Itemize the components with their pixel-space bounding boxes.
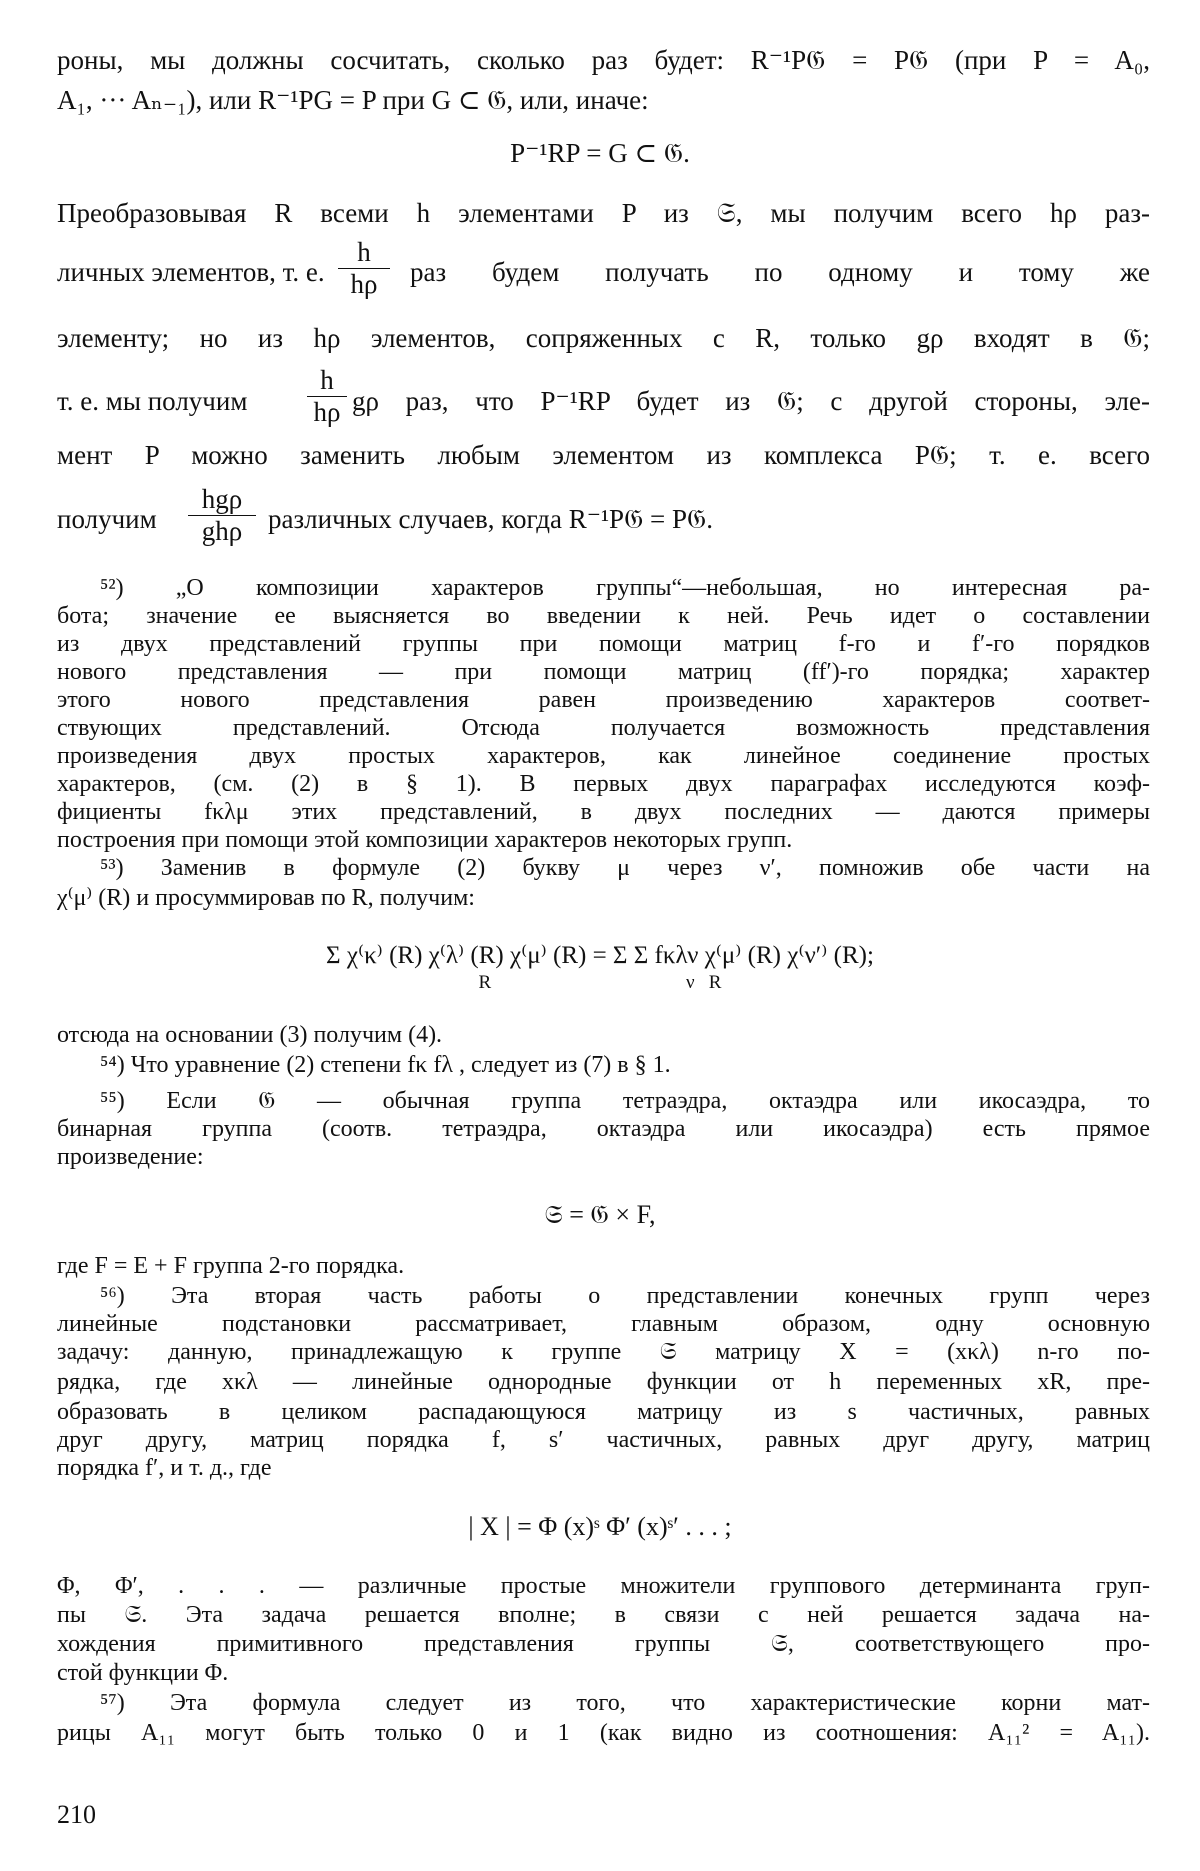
note-line: характеров, (см. (2) в § 1). В первых двух параграфах исследуются коэф- [57, 771, 1150, 797]
main-line-7b: gρ раз, что P⁻¹RP будет из 𝔊; с другой стороны, эле- [352, 386, 1150, 416]
main-line-2: A₁, ··· Aₙ₋₁), или R⁻¹PG = P при G ⊂ 𝔊, или, иначе: [57, 85, 649, 115]
fraction-numerator: h [307, 365, 347, 397]
fraction-numerator: hgρ [188, 484, 256, 516]
note-line: бота; значение ее выясняется во введении к ней. Речь идет о составлении [57, 603, 1150, 629]
note-55-line-1: ⁵⁵) Если 𝔊 — обычная группа тетраэдра, октаэдра или икосаэдра, то [100, 1088, 1150, 1114]
display-formula-product: 𝔖 = 𝔊 × F, [544, 1200, 656, 1229]
note-line: Φ, Φ′, . . . — различные простые множители группового детерминанта груп- [57, 1573, 1150, 1599]
note-line: χ⁽μ⁾ (R) и просуммировав по R, получим: [57, 885, 475, 911]
display-formula-conjugate: P⁻¹RP = G ⊂ 𝔊. [510, 138, 690, 168]
main-line-4: Преобразовывая R всеми h элементами P из 𝔖, мы получим всего hρ раз- [57, 198, 1150, 228]
main-line-5b: раз будем получать по одному и тому же [410, 257, 1150, 287]
note-line: рядка, где xκλ — линейные однородные функции от h переменных xR, пре- [57, 1369, 1150, 1395]
note-line: рицы A₁₁ могут быть только 0 и 1 (как видно из соотношения: A₁₁² = A₁₁). [57, 1720, 1150, 1746]
note-line: произведение: [57, 1144, 204, 1170]
fraction-denominator: hρ [350, 269, 378, 299]
note-line: этого нового представления равен произведению характеров соответ- [57, 687, 1150, 713]
note-line: ствующих представлений. Отсюда получается возможность представления [57, 715, 1150, 741]
display-formula-sum: Σ χ⁽κ⁾ (R) χ⁽λ⁾ (R) χ⁽μ⁾ (R) = Σ Σ fκλν χ⁽μ⁾ (R) χ⁽ν′⁾ (R); [326, 942, 874, 969]
fraction-h-over-hrho [338, 237, 390, 300]
note-line: порядка f′, и т. д., где [57, 1455, 272, 1481]
note-57-line-1: ⁵⁷) Эта формула следует из того, что характеристические корни мат- [100, 1690, 1150, 1716]
fraction-hg-over-gh [188, 484, 256, 547]
note-line: произведения двух простых характеров, как линейное соединение простых [57, 743, 1150, 769]
note-52-line-1: ⁵²) „О композиции характеров группы“—небольшая, но интересная ра- [100, 575, 1150, 601]
note-line: образовать в целиком распадающуюся матрицу из s частичных, равных [57, 1399, 1150, 1425]
fraction-numerator: h [338, 237, 390, 269]
main-line-9b: различных случаев, когда R⁻¹P𝔊 = P𝔊. [268, 504, 713, 534]
page-number: 210 [57, 1800, 96, 1829]
note-line: где F = E + F группа 2-го порядка. [57, 1253, 405, 1279]
note-line: хождения примитивного представления группы 𝔖, соответствующего про- [57, 1631, 1150, 1657]
note-54: ⁵⁴) Что уравнение (2) степени fκ fλ , следует из (7) в § 1. [100, 1052, 671, 1078]
note-line: друг другу, матриц порядка f, s′ частичных, равных друг другу, матриц [57, 1427, 1150, 1453]
note-56-line-1: ⁵⁶) Эта вторая часть работы о представлении конечных групп через [100, 1283, 1150, 1309]
main-line-8: мент P можно заменить любым элементом из комплекса P𝔊; т. е. всего [57, 440, 1150, 470]
main-line-9a: получим [57, 504, 157, 534]
note-line: пы 𝔖. Эта задача решается вполне; в связи с ней решается задача на- [57, 1602, 1150, 1628]
main-line-1: роны, мы должны сосчитать, сколько раз будет: R⁻¹P𝔊 = P𝔊 (при P = A₀, [57, 45, 1150, 75]
note-line: нового представления — при помощи матриц (ff′)-го порядка; характер [57, 659, 1150, 685]
note-line: линейные подстановки рассматривает, главным образом, одну основную [57, 1311, 1150, 1337]
note-line: бинарная группа (соотв. тетраэдра, октаэдра или икосаэдра) есть прямое [57, 1116, 1150, 1142]
note-line: из двух представлений группы при помощи матриц f-го и f′-го порядков [57, 631, 1150, 657]
note-line: фициенты fκλμ этих представлений, в двух последних — даются примеры [57, 799, 1150, 825]
fraction-denominator: hρ [313, 397, 341, 427]
note-line: задачу: данную, принадлежащую к группе 𝔖 матрицу X = (xκλ) n-го по- [57, 1339, 1150, 1365]
sum-index-labels: R ν R [478, 972, 722, 993]
fraction-h-over-hrho-2 [307, 365, 347, 428]
note-line: стой функции Φ. [57, 1660, 229, 1686]
note-53-line-1: ⁵³) Заменив в формуле (2) букву μ через ν′, помножив обе части на [100, 855, 1150, 881]
note-line: построения при помощи этой композиции характеров некоторых групп. [57, 827, 793, 853]
main-line-5a: личных элементов, т. е. [57, 257, 325, 287]
display-formula-determinant: | X | = Φ (x)ˢ Φ′ (x)ˢ′ . . . ; [468, 1512, 732, 1541]
note-line: отсюда на основании (3) получим (4). [57, 1022, 443, 1048]
main-line-6: элементу; но из hρ элементов, сопряженных с R, только gρ входят в 𝔊; [57, 323, 1150, 353]
fraction-denominator: ghρ [201, 516, 243, 546]
main-line-7a: т. е. мы получим [57, 386, 248, 416]
